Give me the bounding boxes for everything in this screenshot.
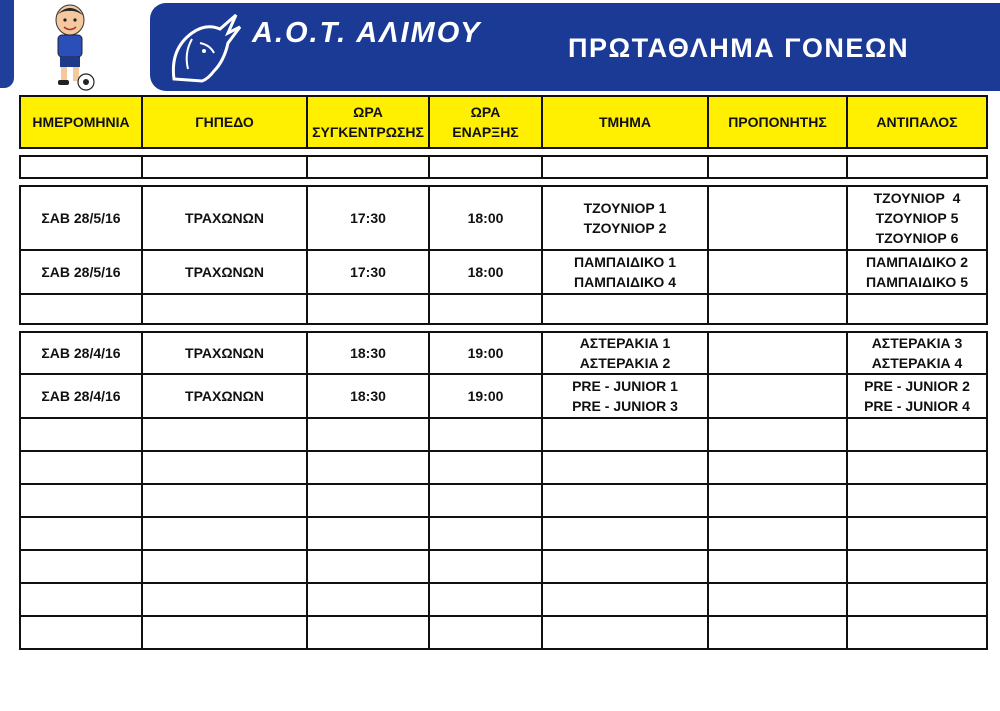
opponent-line: ΤΖΟΥΝΙΟΡ 5 [875,210,959,226]
schedule-table [19,95,988,650]
table-row [20,374,987,418]
cell-team [542,332,708,374]
gather-time-line-2: ΣΥΓΚΕΝΤΡΩΣΗΣ [312,124,424,140]
cell-date: ΣΑΒ 28/4/16 [20,374,142,418]
cell-start-time: 19:00 [429,374,542,418]
opponent-line: ΑΣΤΕΡΑΚΙΑ 3 [871,335,963,351]
cell-field: ΤΡΑΧΩΝΩΝ [142,332,307,374]
cell-field: ΤΡΑΧΩΝΩΝ [142,374,307,418]
cell-opponent [847,374,987,418]
page-title: ΠΡΩΤΑΘΛΗΜΑ ΓΟΝΕΩΝ [568,33,910,63]
table-row-empty [20,294,987,324]
opponent-line: ΠΑΜΠΑΙΔΙΚΟ 2 [866,254,968,270]
start-time-line-2: ΕΝΑΡΞΗΣ [452,124,519,140]
cell-opponent [847,332,987,374]
team-line: ΠΑΜΠΑΙΔΙΚΟ 4 [574,274,676,290]
cell-coach [708,250,847,294]
team-line: ΠΑΜΠΑΙΔΙΚΟ 1 [574,254,676,270]
table-spacer [20,324,987,332]
header-banner [150,3,1000,91]
column-header-coach: ΠΡΟΠΟΝΗΤΗΣ [708,96,847,148]
opponent-line: ΑΣΤΕΡΑΚΙΑ 4 [871,355,963,371]
table-row-empty [20,156,987,178]
cell-team [542,250,708,294]
table-row-empty [20,451,987,484]
team-line: PRE - JUNIOR 3 [572,398,678,414]
left-accent-bar [0,0,14,88]
cell-coach [708,374,847,418]
cell-date: ΣΑΒ 28/5/16 [20,250,142,294]
column-header-gather-time [307,96,429,148]
cell-gather-time: 18:30 [307,374,429,418]
cell-date: ΣΑΒ 28/5/16 [20,186,142,250]
opponent-line: PRE - JUNIOR 4 [864,398,970,414]
cell-date: ΣΑΒ 28/4/16 [20,332,142,374]
cell-opponent [847,250,987,294]
table-header-row [20,96,987,148]
cell-coach [708,332,847,374]
column-header-start-time [429,96,542,148]
cell-coach [708,186,847,250]
cell-start-time: 18:00 [429,250,542,294]
column-header-field: ΓΗΠΕΔΟ [142,96,307,148]
column-header-date: ΗΜΕΡΟΜΗΝΙΑ [20,96,142,148]
club-name: Α.Ο.Τ. ΑΛΙΜΟΥ [252,17,482,49]
opponent-line: ΤΖΟΥΝΙΟΡ 6 [875,230,959,246]
opponent-line: ΤΖΟΥΝΙΟΡ 4 [873,190,961,206]
cell-gather-time: 18:30 [307,332,429,374]
column-header-team: ΤΜΗΜΑ [542,96,708,148]
gather-time-line-1: ΩΡΑ [353,104,383,120]
table-row [20,250,987,294]
hermes-head-logo-icon [162,9,242,85]
cell-gather-time: 17:30 [307,250,429,294]
cell-team [542,186,708,250]
opponent-line: PRE - JUNIOR 2 [864,378,970,394]
team-line: ΑΣΤΕΡΑΚΙΑ 1 [579,335,671,351]
table-row-empty [20,517,987,550]
team-line: ΤΖΟΥΝΙΟΡ 1 [583,200,667,216]
cell-start-time: 19:00 [429,332,542,374]
table-spacer [20,148,987,156]
table-row-empty [20,550,987,583]
team-line: PRE - JUNIOR 1 [572,378,678,394]
cell-field: ΤΡΑΧΩΝΩΝ [142,250,307,294]
mascot-boy-football-icon [36,2,106,92]
table-row-empty [20,583,987,616]
cell-opponent [847,186,987,250]
table-row-empty [20,418,987,451]
cell-team [542,374,708,418]
table-row [20,332,987,374]
column-header-opponent: ΑΝΤΙΠΑΛΟΣ [847,96,987,148]
team-line: ΤΖΟΥΝΙΟΡ 2 [583,220,667,236]
cell-field: ΤΡΑΧΩΝΩΝ [142,186,307,250]
table-spacer [20,178,987,186]
table-row-empty [20,616,987,649]
team-line: ΑΣΤΕΡΑΚΙΑ 2 [579,355,671,371]
cell-gather-time: 17:30 [307,186,429,250]
table-row [20,186,987,250]
table-row-empty [20,484,987,517]
opponent-line: ΠΑΜΠΑΙΔΙΚΟ 5 [866,274,968,290]
start-time-line-1: ΩΡΑ [470,104,501,120]
cell-start-time: 18:00 [429,186,542,250]
